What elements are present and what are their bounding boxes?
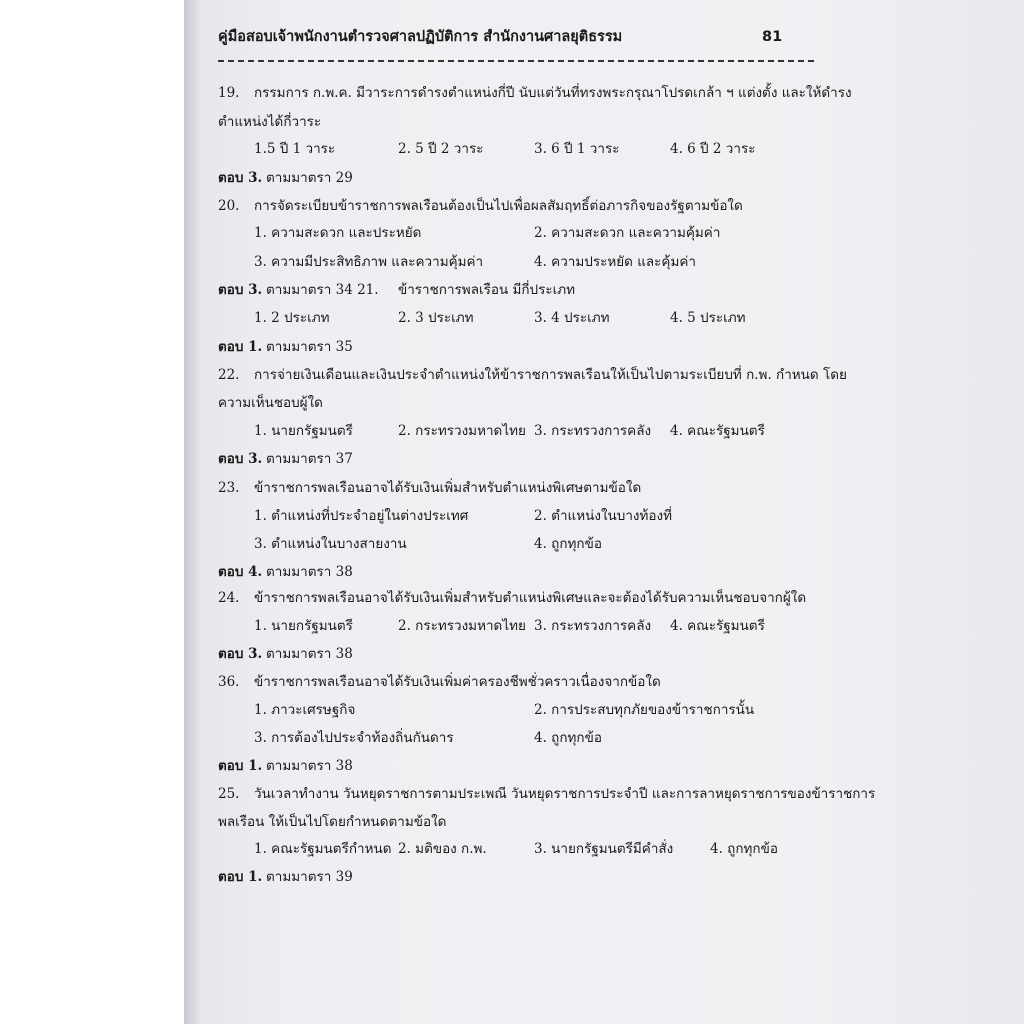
page-number: 81 [762, 29, 783, 45]
option-3: 3. ตำแหน่งในบางสายงาน [254, 536, 407, 552]
question-text: ข้าราชการพลเรือนอาจได้รับเงินเพิ่มสำหรับตำแหน่งพิเศษตามข้อใด [254, 480, 642, 496]
answer-label: ตอบ 1. [218, 758, 263, 774]
option-4: 4. ถูกทุกข้อ [534, 730, 602, 746]
option-1: 1. ตำแหน่งที่ประจำอยู่ในต่างประเทศ [254, 508, 469, 524]
option-2: 2. 5 ปี 2 วาระ [398, 141, 484, 157]
option-1: 1. 2 ประเภท [254, 310, 330, 326]
question-text: ข้าราชการพลเรือนอาจได้รับเงินเพิ่มค่าครองชีพชั่วคราวเนื่องจากข้อใด [254, 674, 661, 690]
option-4: 4. 6 ปี 2 วาระ [670, 141, 756, 157]
option-4: 4. ถูกทุกข้อ [534, 536, 602, 552]
question-text: การจัดระเบียบข้าราชการพลเรือนต้องเป็นไปเพื่อผลสัมฤทธิ์ต่อภารกิจของรัฐตามข้อใด [254, 198, 743, 214]
option-4: 4. ความประหยัด และคุ้มค่า [534, 254, 696, 270]
answer-label: ตอบ 1. [218, 339, 263, 355]
answer-label: ตอบ 3. [218, 646, 263, 662]
question-number: 36. [218, 674, 240, 690]
answer-label: ตอบ 3. [218, 451, 263, 467]
option-2: 2. ตำแหน่งในบางท้องที่ [534, 508, 672, 524]
option-3: 3. 4 ประเภท [534, 310, 610, 326]
answer-text: ตามมาตรา 29 [266, 170, 353, 186]
question-text: ความเห็นชอบผู้ใด [218, 395, 323, 411]
answer-label: ตอบ 4. [218, 564, 263, 580]
answer-text: ตามมาตรา 39 [266, 869, 353, 885]
option-4: 4. คณะรัฐมนตรี [670, 618, 765, 634]
answer-text: ตามมาตรา 38 [266, 758, 353, 774]
option-3: 3. การต้องไปประจำท้องถิ่นกันดาร [254, 730, 454, 746]
option-2: 2. ความสะดวก และความคุ้มค่า [534, 225, 721, 241]
question-text: ตำแหน่งได้กี่วาระ [218, 114, 322, 130]
question-text: กรรมการ ก.พ.ค. มีวาระการดำรงตำแหน่งกี่ปี นับแต่วันที่ทรงพระกรุณาโปรดเกล้า ฯ แต่งตั้ง และให้ดำรง [254, 85, 852, 101]
option-1: 1. นายกรัฐมนตรี [254, 423, 353, 439]
question-text: วันเวลาทำงาน วันหยุดราชการตามประเพณี วันหยุดราชการประจำปี และการลาหยุดราชการของข้าราชการ [254, 786, 876, 802]
option-3: 3. กระทรวงการคลัง [534, 618, 652, 634]
option-1: 1. คณะรัฐมนตรีกำหนด [254, 841, 392, 857]
question-number: 19. [218, 85, 240, 101]
option-1: 1. นายกรัฐมนตรี [254, 618, 353, 634]
option-2: 2. การประสบทุกภัยของข้าราชการนั้น [534, 702, 755, 718]
option-4: 4. ถูกทุกข้อ [710, 841, 778, 857]
answer-label: ตอบ 1. [218, 869, 263, 885]
answer-label: ตอบ 3. [218, 170, 263, 186]
question-text: ข้าราชการพลเรือน มีกี่ประเภท [398, 282, 576, 298]
question-number: 24. [218, 590, 240, 606]
option-2: 2. กระทรวงมหาดไทย [398, 618, 526, 634]
answer-text: ตามมาตรา 35 [266, 339, 353, 355]
question-number: 20. [218, 198, 240, 214]
question-number: 25. [218, 786, 240, 802]
header-divider [218, 60, 814, 62]
option-3: 3. กระทรวงการคลัง [534, 423, 652, 439]
answer-text: ตามมาตรา 34 21. [266, 282, 379, 298]
question-text: การจ่ายเงินเดือนและเงินประจำตำแหน่งให้ข้าราชการพลเรือนให้เป็นไปตามระเบียบที่ ก.พ. กำหนด โดย [254, 367, 847, 383]
option-1: 1.5 ปี 1 วาระ [254, 141, 336, 157]
question-number: 23. [218, 480, 240, 496]
answer-text: ตามมาตรา 38 [266, 564, 353, 580]
option-2: 2. กระทรวงมหาดไทย [398, 423, 526, 439]
option-4: 4. คณะรัฐมนตรี [670, 423, 765, 439]
option-4: 4. 5 ประเภท [670, 310, 746, 326]
option-1: 1. ภาวะเศรษฐกิจ [254, 702, 356, 718]
option-1: 1. ความสะดวก และประหยัด [254, 225, 422, 241]
question-number: 22. [218, 367, 240, 383]
option-2: 2. 3 ประเภท [398, 310, 474, 326]
question-text: ข้าราชการพลเรือนอาจได้รับเงินเพิ่มสำหรับตำแหน่งพิเศษและจะต้องได้รับความเห็นชอบจากผู้ใด [254, 590, 807, 606]
answer-label: ตอบ 3. [218, 282, 263, 298]
answer-text: ตามมาตรา 37 [266, 451, 353, 467]
answer-text: ตามมาตรา 38 [266, 646, 353, 662]
option-3: 3. 6 ปี 1 วาระ [534, 141, 620, 157]
option-3: 3. นายกรัฐมนตรีมีคำสั่ง [534, 841, 674, 857]
background [0, 0, 190, 1024]
option-2: 2. มติของ ก.พ. [398, 841, 487, 857]
page-header-title: คู่มือสอบเจ้าพนักงานตำรวจศาลปฏิบัติการ สำนักงานศาลยุติธรรม [218, 29, 623, 45]
question-text: พลเรือน ให้เป็นไปโดยกำหนดตามข้อใด [218, 814, 447, 830]
option-3: 3. ความมีประสิทธิภาพ และความคุ้มค่า [254, 254, 484, 270]
